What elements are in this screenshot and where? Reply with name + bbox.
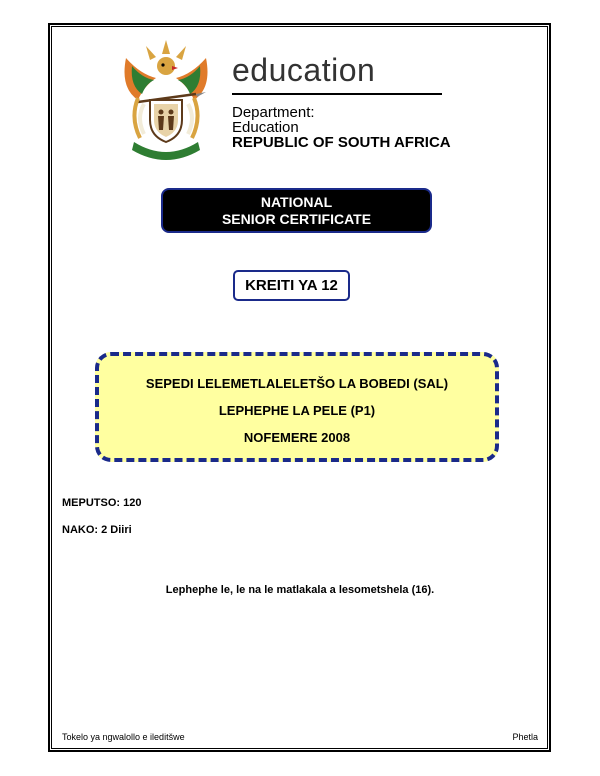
- certificate-line-1: NATIONAL: [260, 194, 333, 210]
- turn-over-footer: Phetla: [512, 732, 538, 742]
- brand-underline: [232, 93, 442, 95]
- coat-of-arms-icon: [116, 38, 216, 160]
- time-label: NAKO: 2 Diiri: [62, 524, 132, 536]
- marks-label: MEPUTSO: 120: [62, 497, 142, 509]
- copyright-footer: Tokelo ya ngwalollo e ileditšwe: [62, 732, 185, 742]
- brand-word: education: [232, 52, 376, 88]
- grade-box: KREITI YA 12: [233, 270, 350, 301]
- country-name: REPUBLIC OF SOUTH AFRICA: [232, 134, 451, 151]
- certificate-line-2: SENIOR CERTIFICATE: [221, 211, 372, 227]
- certificate-banner: [161, 188, 432, 233]
- exam-paper: LEPHEPHE LA PELE (P1): [218, 403, 376, 418]
- department-name: Education: [232, 119, 299, 136]
- exam-subject: SEPEDI LELEMETLALELETŠO LA BOBEDI (SAL): [145, 376, 449, 391]
- exam-title-box: [95, 352, 499, 462]
- exam-date: NOFEMERE 2008: [243, 430, 351, 445]
- department-label: Department:: [232, 104, 315, 121]
- page-count-note: Lephephe le, le na le matlakala a lesometshela (16).: [165, 584, 435, 596]
